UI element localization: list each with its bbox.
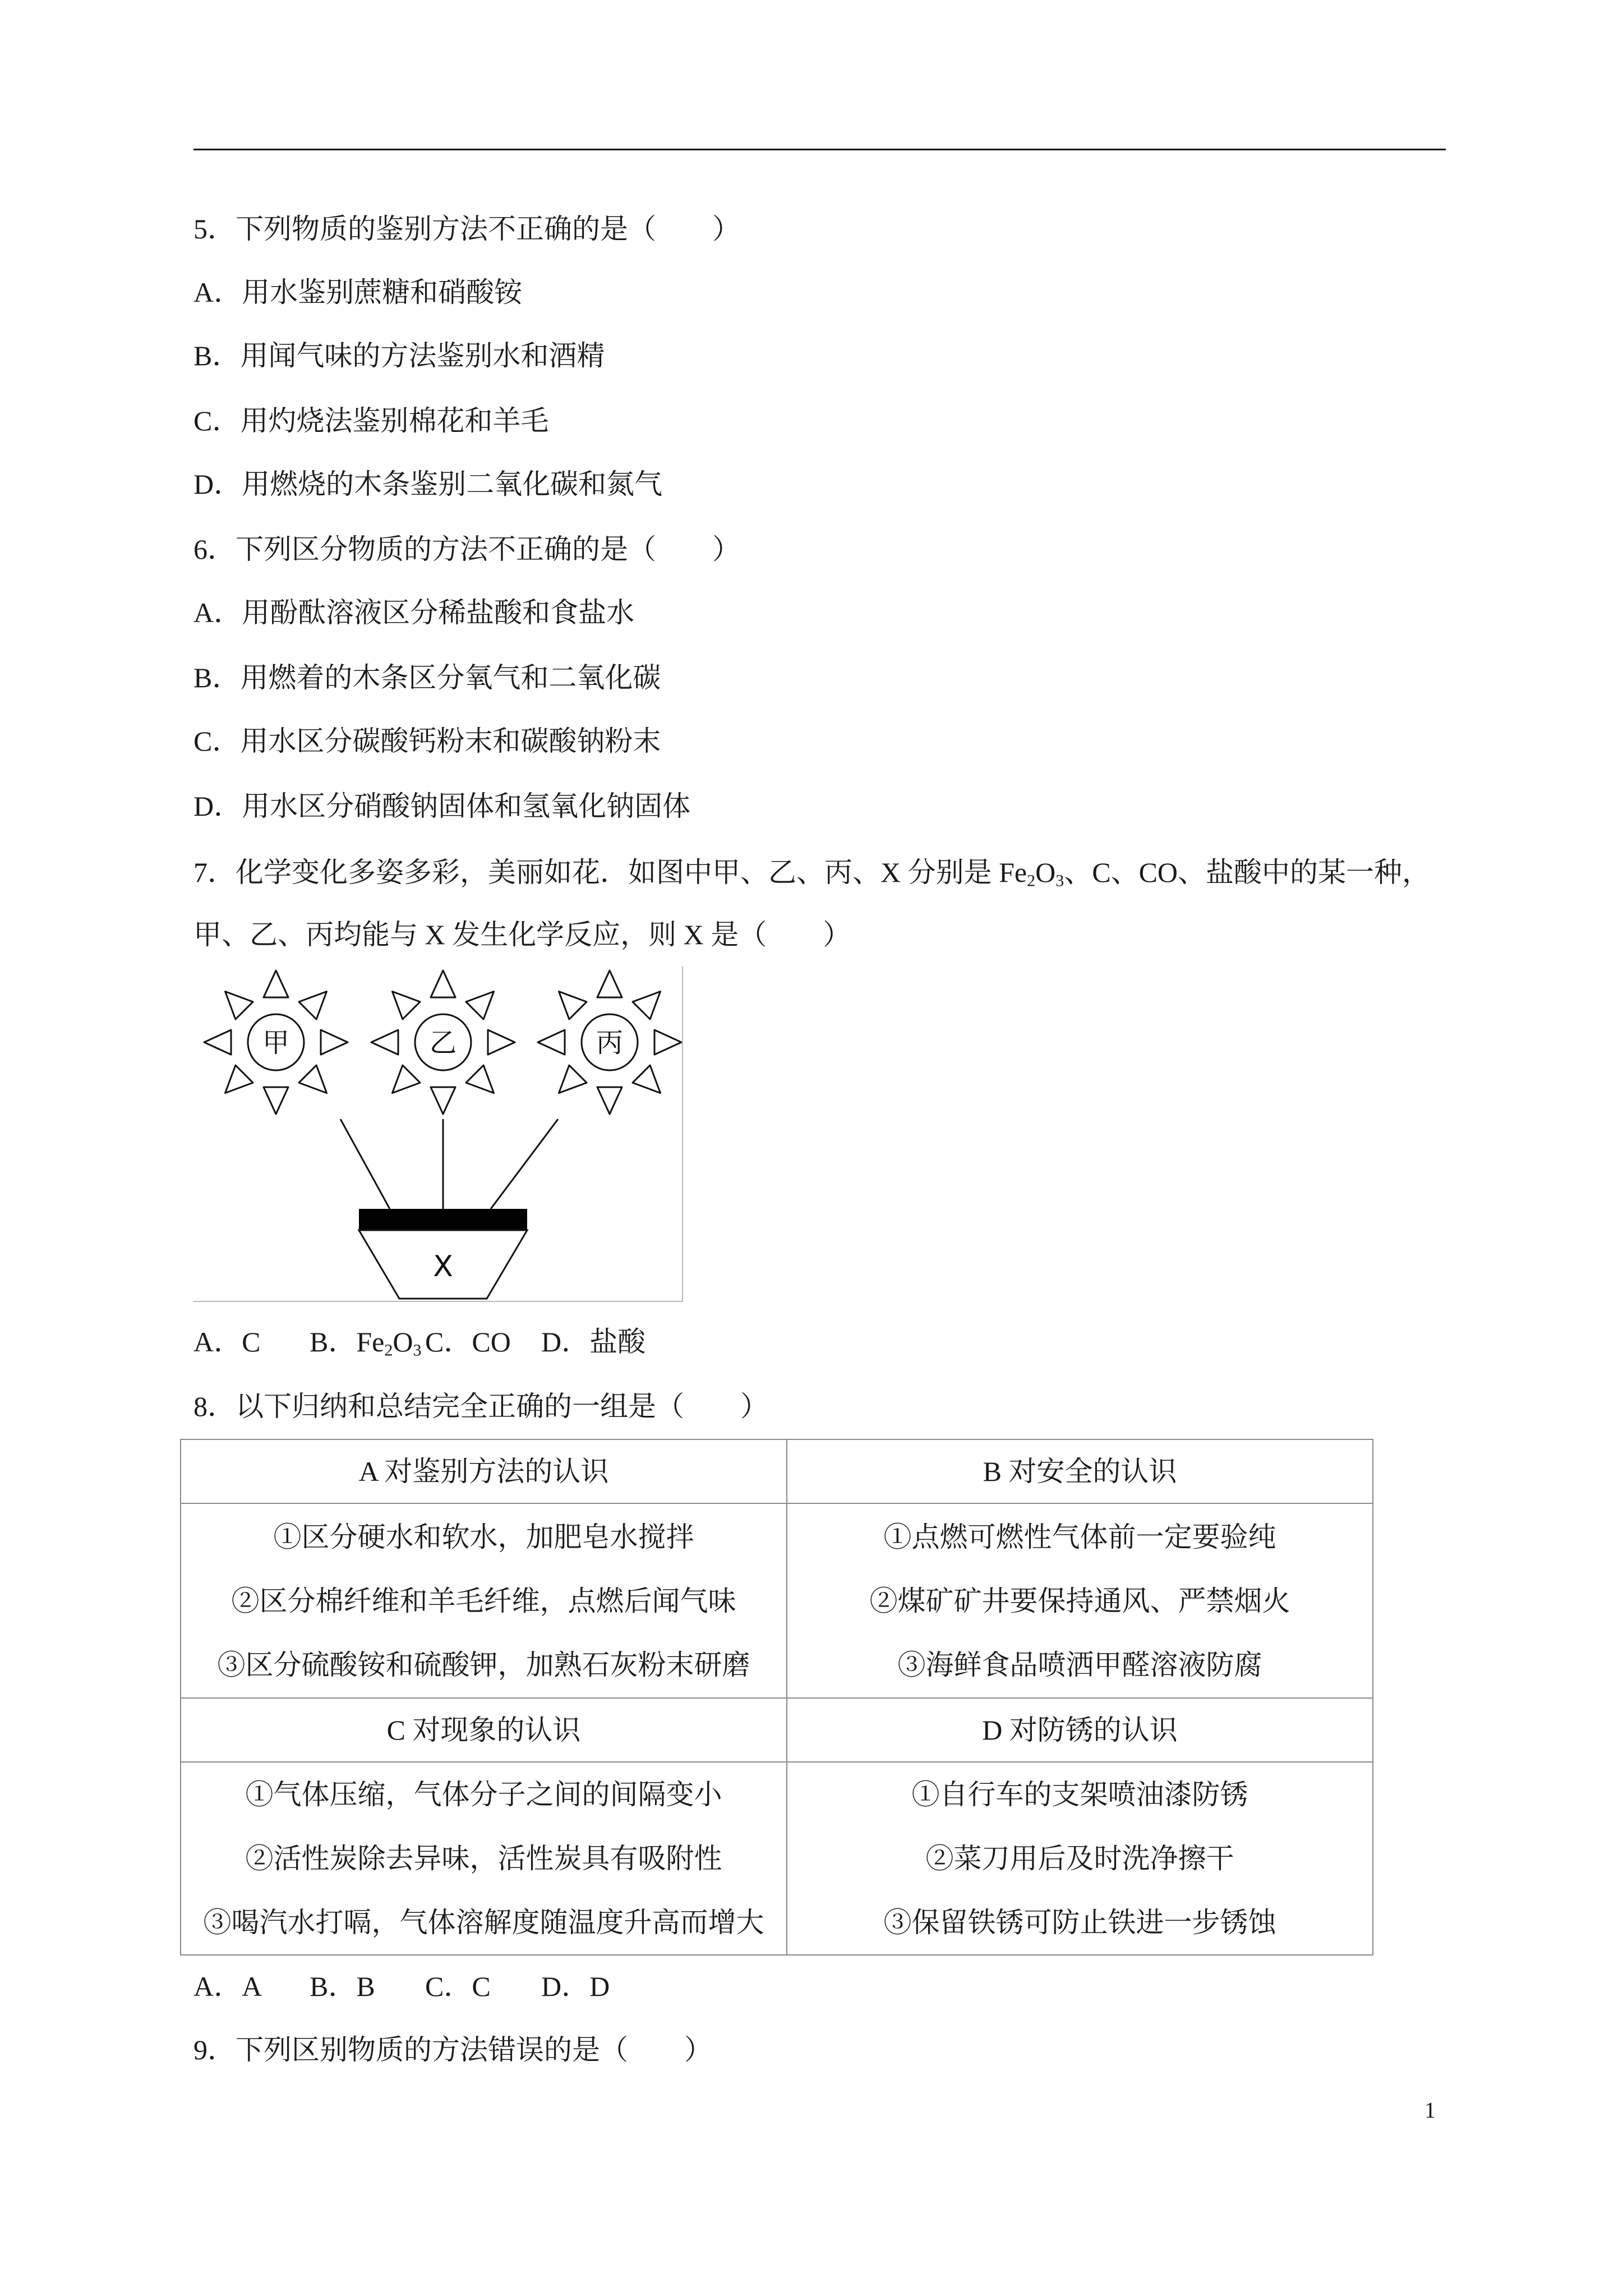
table-item: ②煤矿矿井要保持通风、严禁烟火 bbox=[869, 1585, 1290, 1617]
sun-ray bbox=[393, 992, 421, 1020]
q5-option-d: D．用燃烧的木条鉴别二氧化碳和氮气 bbox=[193, 468, 663, 500]
q7-stem-text-b: 、C、CO、盐酸中的某一种， bbox=[1064, 857, 1431, 888]
table-item: ③喝汽水打嗝，气体溶解度随温度升高而增大 bbox=[203, 1907, 764, 1938]
q7-option-b bbox=[310, 1325, 421, 1359]
q7-subscript: 3 bbox=[1055, 871, 1064, 890]
q8-option-b: B．B bbox=[310, 1971, 375, 2002]
q8-option-c: C．C bbox=[425, 1971, 491, 2002]
table-item: ③区分硫酸铵和硫酸钾，加熟石灰粉末研磨 bbox=[217, 1649, 750, 1681]
q7-option-d: D．盐酸 bbox=[541, 1326, 646, 1358]
q7-stem-text-a: 7．化学变化多姿多彩，美丽如花．如图中甲、乙、丙、X 分别是 Fe bbox=[193, 857, 1027, 888]
table-item: ③保留铁锈可防止铁进一步锈蚀 bbox=[883, 1907, 1276, 1938]
sun-ray bbox=[225, 992, 253, 1020]
sun-ray bbox=[299, 1065, 327, 1093]
q5-stem: 5．下列物质的鉴别方法不正确的是（ ） bbox=[193, 213, 740, 245]
table-cell-a bbox=[181, 1503, 787, 1698]
table-row bbox=[181, 1439, 1373, 1503]
table-item: ②活性炭除去异味，活性炭具有吸附性 bbox=[245, 1843, 722, 1874]
q7-option-b-o: O bbox=[393, 1326, 413, 1358]
table-item: ①点燃可燃性气体前一定要验纯 bbox=[883, 1521, 1276, 1553]
q5-option-b: B．用闻气味的方法鉴别水和酒精 bbox=[193, 340, 605, 371]
q7-option-b-subscript: 2 bbox=[384, 1341, 393, 1360]
table-row bbox=[181, 1503, 1373, 1698]
sun-ray bbox=[597, 1087, 622, 1114]
table-item: ③海鲜食品喷洒甲醛溶液防腐 bbox=[897, 1649, 1262, 1681]
table-row bbox=[181, 1762, 1373, 1955]
q6-stem: 6．下列区分物质的方法不正确的是（ ） bbox=[193, 533, 740, 565]
sun-ray bbox=[393, 1065, 421, 1093]
table-item: ②菜刀用后及时洗净擦干 bbox=[925, 1843, 1234, 1874]
sun-ray bbox=[488, 1030, 515, 1055]
q8-summary-table bbox=[180, 1439, 1373, 1955]
table-cell-b bbox=[787, 1503, 1373, 1698]
q8-option-a: A．A bbox=[193, 1971, 262, 2002]
pot-label: X bbox=[433, 1250, 453, 1283]
q5-option-a: A．用水鉴别蔗糖和硝酸铵 bbox=[193, 277, 523, 308]
sun-ray bbox=[299, 992, 327, 1020]
table-item: ①气体压缩，气体分子之间的间隔变小 bbox=[245, 1779, 722, 1810]
sun-ray bbox=[225, 1065, 253, 1093]
q6-option-c: C．用水区分碳酸钙粉末和碳酸钠粉末 bbox=[193, 725, 661, 757]
connector-line bbox=[491, 1119, 558, 1209]
sun-ray bbox=[264, 1087, 288, 1114]
sun-ray bbox=[633, 992, 661, 1020]
table-item: ②区分棉纤维和羊毛纤维，点燃后闻气味 bbox=[231, 1585, 736, 1617]
page-number: 1 bbox=[1424, 2097, 1436, 2123]
sun-ray bbox=[204, 1030, 231, 1055]
q9-stem: 9．下列区别物质的方法错误的是（ ） bbox=[193, 2034, 712, 2065]
sun-ray bbox=[559, 1065, 587, 1093]
sun-ray bbox=[431, 1087, 455, 1114]
table-item: ①自行车的支架喷油漆防锈 bbox=[911, 1779, 1248, 1810]
sun-ray bbox=[371, 1030, 398, 1055]
sun-label: 乙 bbox=[429, 1028, 457, 1058]
q5-option-c: C．用灼烧法鉴别棉花和羊毛 bbox=[193, 405, 549, 436]
q8-stem: 8．以下归纳和总结完全正确的一组是（ ） bbox=[193, 1391, 768, 1422]
q6-option-b: B．用燃着的木条区分氧气和二氧化碳 bbox=[193, 662, 661, 693]
q7-stem-line2: 甲、乙、丙均能与 X 发生化学反应，则 X 是（ ） bbox=[193, 919, 851, 950]
sun-ray bbox=[264, 970, 288, 997]
connector-line bbox=[340, 1119, 390, 1209]
table-cell-c bbox=[181, 1762, 787, 1955]
sun-ray bbox=[559, 992, 587, 1020]
q7-option-a: A．C bbox=[193, 1326, 261, 1358]
sun-ray bbox=[654, 1030, 681, 1055]
q7-option-c: C．CO bbox=[425, 1326, 511, 1358]
table-header-c: C 对现象的认识 bbox=[181, 1698, 787, 1762]
q6-option-d: D．用水区分硝酸钠固体和氢氧化钠固体 bbox=[193, 790, 691, 822]
sun-ray bbox=[597, 970, 622, 997]
q7-subscript: 2 bbox=[1027, 871, 1036, 890]
table-header-b: B 对安全的认识 bbox=[787, 1439, 1373, 1503]
flower-diagram-svg bbox=[193, 967, 682, 1301]
table-header-a: A 对鉴别方法的认识 bbox=[181, 1439, 787, 1503]
sun-label: 丙 bbox=[596, 1028, 624, 1058]
header-rule bbox=[193, 149, 1446, 150]
flower-diagram bbox=[193, 967, 683, 1302]
q7-option-b-text: B．Fe bbox=[310, 1326, 385, 1358]
table-cell-d bbox=[787, 1762, 1373, 1955]
table-item: ①区分硬水和软水，加肥皂水搅拌 bbox=[273, 1521, 694, 1553]
sun-ray bbox=[321, 1030, 348, 1055]
q6-option-a: A．用酚酞溶液区分稀盐酸和食盐水 bbox=[193, 597, 635, 628]
sun-label: 甲 bbox=[262, 1028, 290, 1058]
sun-ray bbox=[431, 970, 455, 997]
q7-formula-o: O bbox=[1035, 857, 1056, 888]
sun-ray bbox=[466, 1065, 494, 1093]
sun-ray bbox=[633, 1065, 661, 1093]
sun-ray bbox=[538, 1030, 565, 1055]
table-row bbox=[181, 1698, 1373, 1762]
q7-stem-line1 bbox=[193, 855, 1430, 889]
sun-ray bbox=[466, 992, 494, 1020]
q7-option-b-subscript: 3 bbox=[413, 1341, 422, 1360]
pot-lid bbox=[359, 1209, 527, 1230]
q8-option-d: D．D bbox=[541, 1971, 610, 2002]
table-header-d: D 对防锈的认识 bbox=[787, 1698, 1373, 1762]
